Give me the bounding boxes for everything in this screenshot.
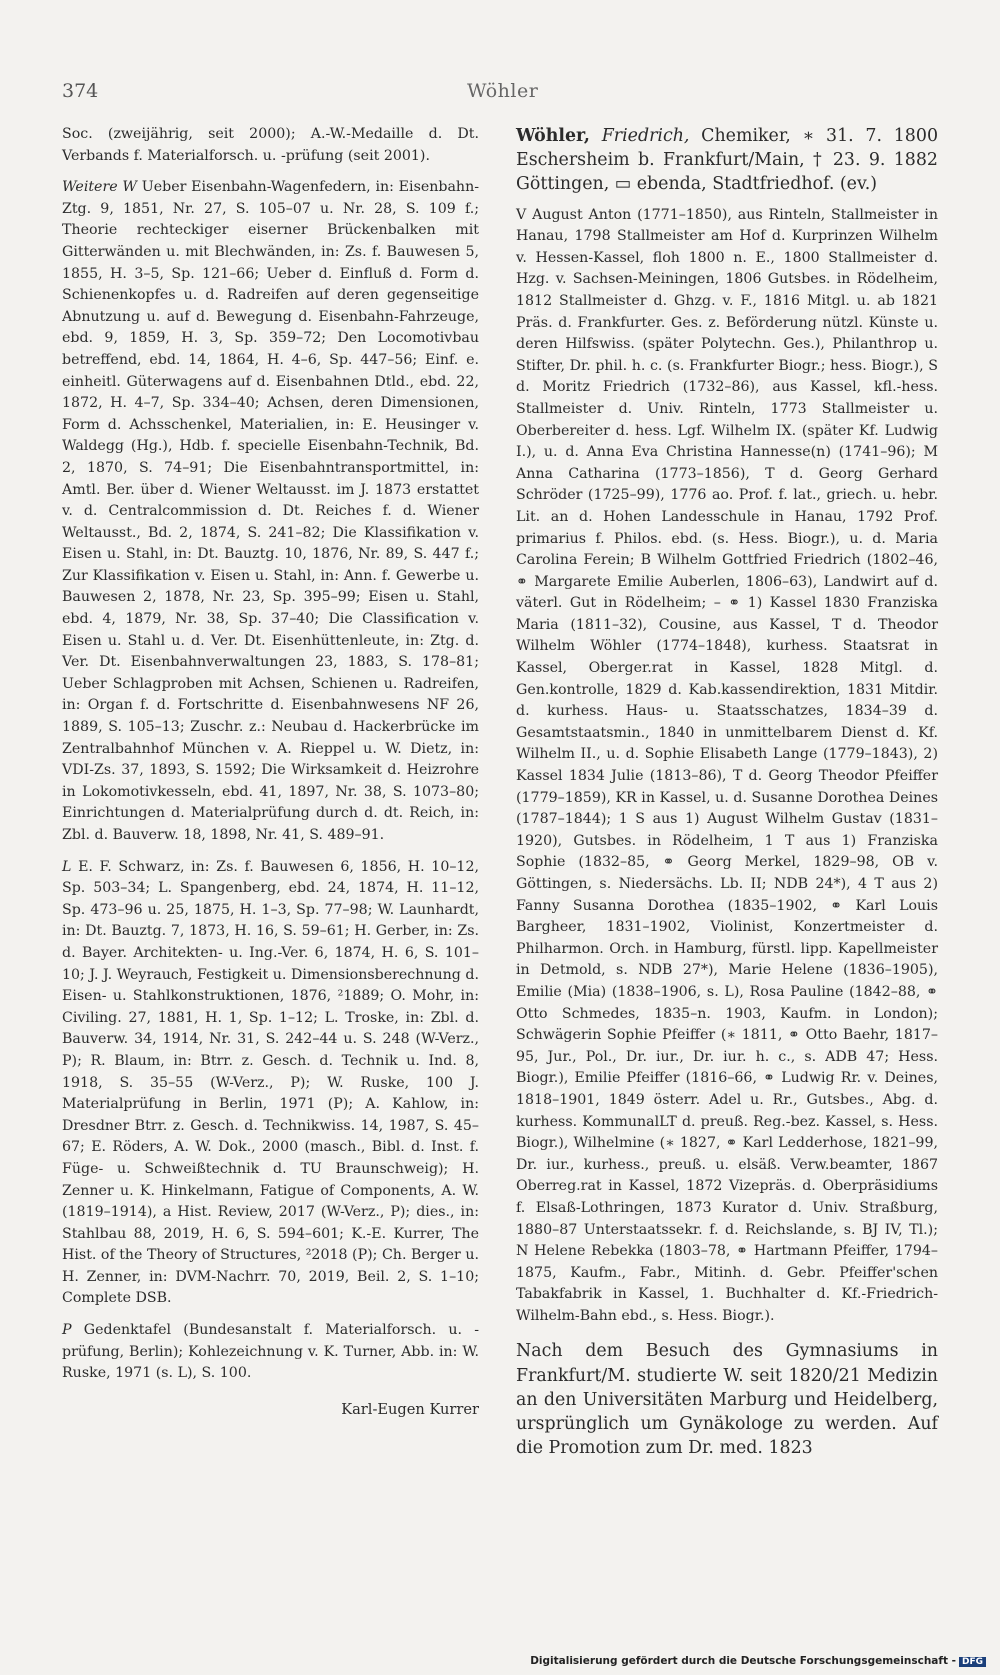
works-paragraph (62, 177, 479, 846)
genealogy-paragraph: V August Anton (1771–1850), aus Rinteln, Stallmeister in Hanau, 1798 Stallmeister am Hof d. Kurprinzen Wilhelm v. Hessen-Kassel, floh 1800 n. E., 1800 Stallmeister d. Hzg. v. Sachsen-Meiningen, 1806 Gutsbes. in Rödelheim, 1812 Stallmeister d. Ghzg. v. F., 1816 Mitgl. u. ab 1821 Präs. d. Frankfurter. Ges. z. Beförderung nützl. Künste u. deren Hilfswiss. (später Polytechn. Ges.), Philanthrop u. Stifter, Dr. phil. h. c. (s. Frankfurter Biogr.; hess. Biogr.), S d. Moritz Friedrich (1732–86), aus Kassel, kfl.-hess. Stallmeister d. Univ. Rinteln, 1773 Stallmeister u. Oberbereiter d. hess. Lgf. Wilhelm IX. (später Kf. Ludwig I.), u. d. Anna Eva Christina Hannesse(n) (1741–96); M Anna Catharina (1773–1856), T d. Georg Gerhard Schröder (1725–99), 1776 ao. Prof. f. lat., griech. u. hebr. Lit. an d. Hohen Landesschule in Hanau, 1792 Prof. primarius f. Philos. ebd. (s. Hess. Biogr.), u. d. Maria Carolina Ferein; B Wilhelm Gottfried Friedrich (1802–46, ⚭ Margarete Emilie Auberlen, 1806–63), Landwirt auf d. väterl. Gut in Rödelheim; – ⚭ 1) Kassel 1830 Franziska Maria (1811–32), Cousine, aus Kassel, T d. Theodor Wilhelm Wöhler (1774–1848), kurhess. Staatsrat in Kassel, Oberger.rat in Kassel, 1828 Mitgl. d. Gen.kontrolle, 1829 d. Kab.kassendirektion, 1831 Mitdir. d. kurhess. Haus- u. Staatsschatzes, 1834–39 d. Gesamtstaatsmin., 1840 in unmittelbarem Dienst d. Kf. Wilhelm II., u. d. Sophie Elisabeth Lange (1779–1843), 2) Kassel 1834 Julie (1813–86), T d. Georg Theodor Pfeiffer (1779–1859), KR in Kassel, u. d. Susanne Dorothea Deines (1787–1844); 1 S aus 1) August Wilhelm Gustav (1831–1920), Gutsbes. in Rödelheim, 1 T aus 1) Franziska Sophie (1832–85, ⚭ Georg Merkel, 1829–98, OB v. Göttingen, s. Niedersächs. Lb. II; NDB 24*), 4 T aus 2) Fanny Susanna Dorothea (1835–1902, ⚭ Karl Louis Bargheer, 1831–1902, Violinist, Konzertmeister d. Philharmon. Orch. in Hamburg, fürstl. lipp. Kapellmeister in Detmold, s. NDB 27*), Marie Helene (1836–1905), Emilie (Mia) (1838–1906, s. L), Rosa Pauline (1842–88, ⚭ Otto Schmedes, 1835–n. 1903, Kaufm. in London); Schwägerin Sophie Pfeiffer (∗ 1811, ⚭ Otto Baehr, 1817–95, Jur., Pol., Dr. iur., Dr. iur. h. c., s. ADB 47; Hess. Biogr.), Emilie Pfeiffer (1816–66, ⚭ Ludwig Rr. v. Deines, 1818–1901, 1849 österr. Adel u. Rr., Gutsbes., Abg. d. kurhess. KommunalLT d. preuß. Reg.-bez. Kassel, s. Hess. Biogr.), Wilhelmine (∗ 1827, ⚭ Karl Ledderhose, 1821–99, Dr. iur., kurhess., preuß. u. elsäß. Verw.beamter, 1867 Oberreg.rat in Kassel, 1872 Vizepräs. d. Oberpräsidiums f. Elsaß-Lothringen, 1873 Kurator d. Univ. Straßburg, 1880–87 Unterstaatssekr. f. d. Reichslande, s. BJ IV, Tl.); N Helene Rebekka (1803–78, ⚭ Hartmann Pfeiffer, 1794–1875, Kaufm., Fabr., Mitinh. d. Gebr. Pfeiffer'schen Tabakfabrik in Kassel, 1. Buchhalter d. Kf.-Friedrich-Wilhelm-Bahn ebd., s. Hess. Biogr.). (516, 206, 938, 1324)
digitization-footer (530, 1655, 986, 1667)
left-column (62, 124, 479, 1420)
footer-text: Digitalisierung gefördert durch die Deutsche Forschungsgemeinschaft - (530, 1655, 956, 1667)
portrait-label: P (62, 1322, 72, 1339)
literature-label: L (62, 858, 72, 875)
entry-heading (516, 124, 938, 197)
page-number: 374 (62, 80, 99, 102)
works-label: Weitere W (62, 179, 137, 196)
award-paragraph: Soc. (zweijährig, seit 2000); A.-W.-Medaille d. Dt. Verbands f. Materialforsch. u. -prüfung (seit 2001). (62, 126, 479, 164)
portrait-paragraph (62, 1320, 479, 1385)
running-head: Wöhler (467, 80, 539, 102)
right-column (516, 124, 938, 1471)
dfg-logo-icon: DFG (959, 1657, 986, 1667)
entry-given-name: Friedrich, (601, 126, 690, 146)
portrait-text: Gedenktafel (Bundesanstalt f. Materialforsch. u. -prüfung, Berlin); Kohlezeichnung v. K. Turner, Abb. in: W. Ruske, 1971 (s. L), S. 100. (62, 1322, 479, 1382)
literature-paragraph (62, 857, 479, 1310)
entry-name: Wöhler, (516, 126, 590, 146)
literature-text: E. F. Schwarz, in: Zs. f. Bauwesen 6, 1856, H. 10–12, Sp. 503–34; L. Spangenberg, ebd. 24, 1874, H. 11–12, Sp. 473–96 u. 25, 1875, H. 1–3, Sp. 77–98; W. Launhardt, in: Dt. Bauztg. 7, 1873, H. 16, S. 59–61; H. Gerber, in: Zs. d. Bayer. Architekten- u. Ing.-Ver. 6, 1874, H. 6, S. 101–10; J. J. Weyrauch, Festigkeit u. Dimensionsberechnung d. Eisen- u. Stahlkonstruktionen, 1876, ²1889; O. Mohr, in: Civiling. 27, 1881, H. 1, Sp. 1–12; L. Troske, in: Zbl. d. Bauverw. 34, 1914, Nr. 31, S. 242–44 u. S. 248 (W-Verz., P); R. Blaum, in: Btrr. z. Gesch. d. Technik u. Ind. 8, 1918, S. 35–55 (W-Verz., P); W. Ruske, 100 J. Materialprüfung in Berlin, 1971 (P); A. Kahlow, in: Dresdner Btrr. z. Gesch. d. Technikwiss. 14, 1987, S. 45–67; E. Röders, A. W. Dok., 2000 (masch., Bibl. d. Inst. f. Füge- u. Schweißtechnik d. TU Braunschweig); H. Zenner u. K. Hinkelmann, Fatigue of Components, A. W. (1819–1914), a Hist. Review, 2017 (W-Verz., P); dies., in: Stahlbau 88, 2019, H. 6, S. 594–601; K.-E. Kurrer, The Hist. of the Theory of Structures, ²2018 (P); Ch. Berger u. H. Zenner, in: DVM-Nachrr. 70, 2019, Beil. 2, S. 1–10; Complete DSB. (62, 858, 479, 1307)
biography-body: Nach dem Besuch des Gymnasiums in Frankfurt/M. studierte W. seit 1820/21 Medizin an den Universitäten Marburg und Heidelberg, ursprünglich um Gynäkologe zu werden. Auf die Promotion zum Dr. med. 1823 (516, 1341, 938, 1459)
entry-head-details: Chemiker, ∗ 31. 7. 1800 Eschersheim b. Frankfurt/Main, † 23. 9. 1882 Göttingen, ▭ ebenda, Stadtfriedhof. (ev.) (516, 126, 939, 195)
works-text: Ueber Eisenbahn-Wagenfedern, in: Eisenbahn-Ztg. 9, 1851, Nr. 27, S. 105–07 u. Nr. 28, S. 109 f.; Theorie rechteckiger eiserner Brückenbalken mit Gitterwänden u. mit Blechwänden, in: Zs. f. Bauwesen 5, 1855, H. 3–5, Sp. 121–66; Ueber d. Einfluß d. Form d. Schienenkopfes u. d. Radreifen auf deren gegenseitige Abnutzung u. auf d. Bewegung d. Eisenbahn-Fahrzeuge, ebd. 9, 1859, H. 3, Sp. 359–72; Den Locomotivbau betreffend, ebd. 14, 1864, H. 4–6, Sp. 447–56; Einf. e. einheitl. Güterwagens auf d. Eisenbahnen Dtld., ebd. 22, 1872, H. 4–7, Sp. 334–40; Achsen, deren Dimensionen, Form d. Achsschenkel, Materialien, in: E. Heusinger v. Waldegg (Hg.), Hdb. f. specielle Eisenbahn-Technik, Bd. 2, 1870, S. 74–91; Die Eisenbahntransportmittel, in: Amtl. Ber. über d. Wiener Weltausst. im J. 1873 erstattet v. d. Centralcommission d. Dt. Reiches f. d. Wiener Weltausst., Bd. 2, 1874, S. 241–82; Die Klassifikation v. Eisen u. Stahl, in: Dt. Bauztg. 10, 1876, Nr. 89, S. 447 f.; Zur Klassifikation v. Eisen u. Stahl, in: Ann. f. Gewerbe u. Bauwesen 2, 1878, Nr. 23, Sp. 395–99; Eisen u. Stahl, ebd. 4, 1879, Nr. 38, Sp. 37–40; Die Classification v. Eisen u. Stahl u. d. Ver. Dt. Eisenhüttenleute, in: Ztg. d. Ver. Dt. Eisenbahnverwaltungen 23, 1883, S. 178–81; Ueber Schlagproben mit Achsen, Schienen u. Radreifen, in: Organ f. d. Fortschritte d. Eisenbahnwesens NF 26, 1889, S. 105–13; Zuschr. z.: Neubau d. Hackerbrücke im Zentralbahnhof München v. A. Rieppel u. W. Dietz, in: VDI-Zs. 37, 1893, S. 1592; Die Wirksamkeit d. Heizrohre in Lokomotivkesseln, ebd. 41, 1897, Nr. 38, S. 1073–80; Einrichtungen d. Materialprüfung durch d. dt. Reich, in: Zbl. d. Bauverw. 18, 1898, Nr. 41, S. 489–91. (62, 179, 480, 843)
page-header (62, 80, 942, 110)
article-author: Karl-Eugen Kurrer (341, 1400, 479, 1418)
